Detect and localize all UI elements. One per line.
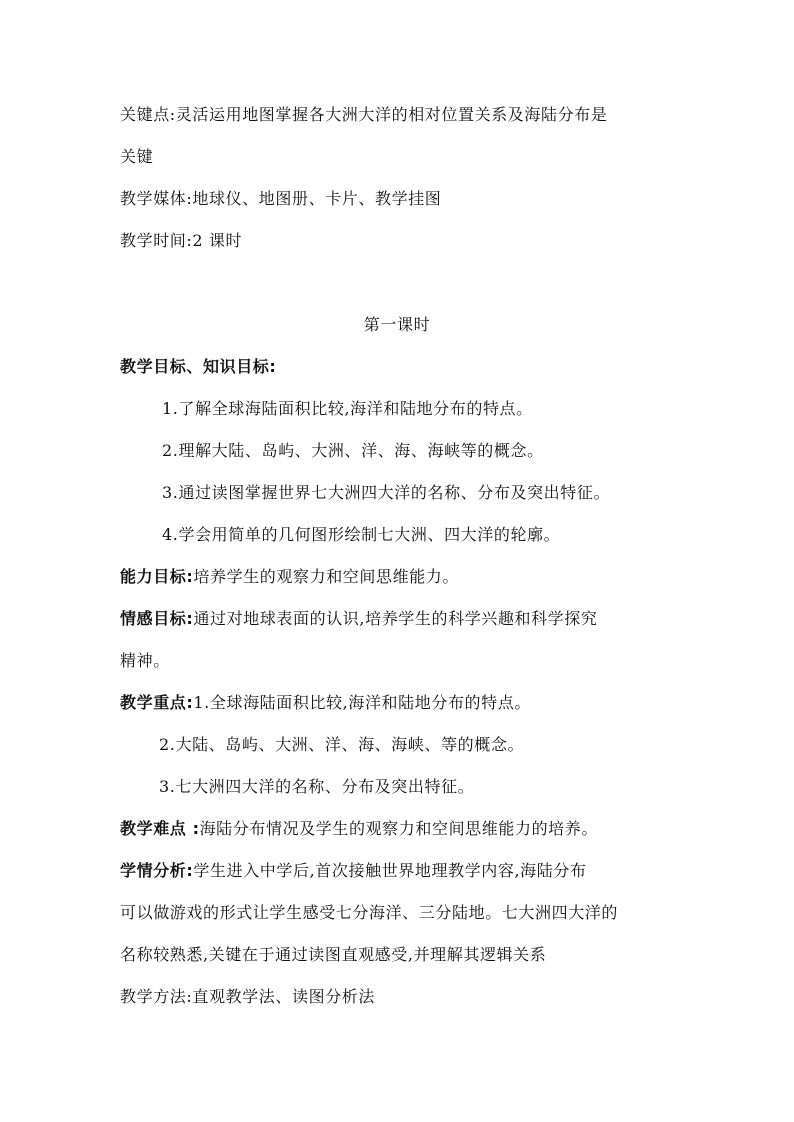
objective-item-4: 4.学会用简单的几何图形绘制七大洲、四大洋的轮廓。	[162, 525, 561, 544]
analysis-label: 学情分析:	[120, 861, 194, 880]
analysis-continuation-2: 名称较熟悉,关键在于通过读图直观感受,并理解其逻辑关系	[120, 945, 547, 964]
ability-line	[120, 567, 690, 587]
focus-label: 教学重点:	[120, 693, 194, 712]
media-text: 地球仪、地图册、卡片、教学挂图	[192, 189, 442, 208]
ability-text: 培养学生的观察力和空间思维能力。	[193, 567, 460, 586]
emotion-text: 通过对地球表面的认识,培养学生的科学兴趣和科学探究	[193, 609, 598, 628]
method-label: 教学方法:	[120, 987, 193, 1006]
emotion-label: 情感目标:	[120, 609, 194, 628]
ability-label: 能力目标:	[120, 567, 194, 586]
key-points-text: 灵活运用地图掌握各大洲大洋的相对位置关系及海陆分布是	[175, 105, 608, 124]
analysis-line	[120, 861, 690, 881]
key-points-line	[120, 105, 690, 125]
emotion-continuation: 精神。	[120, 651, 170, 670]
difficulty-line	[120, 819, 690, 839]
key-points-continuation: 关键	[120, 147, 154, 166]
time-label: 教学时间:	[120, 231, 193, 250]
method-text: 直观教学法、读图分析法	[192, 987, 376, 1006]
time-line	[120, 231, 690, 251]
media-line	[120, 189, 690, 209]
lesson-title: 第一课时	[363, 315, 431, 334]
focus-text: 1.全球海陆面积比较,海洋和陆地分布的特点。	[193, 693, 531, 712]
analysis-text: 学生进入中学后,首次接触世界地理教学内容,海陆分布	[193, 861, 587, 880]
media-label: 教学媒体:	[120, 189, 193, 208]
focus-item-2: 2.大陆、岛屿、大洲、洋、海、海峡、等的概念。	[159, 735, 525, 754]
difficulty-label: 教学难点 :	[120, 819, 200, 838]
emotion-line	[120, 609, 690, 629]
analysis-continuation-1: 可以做游戏的形式让学生感受七分海洋、三分陆地。七大洲四大洋的	[120, 903, 619, 922]
focus-item-3: 3.七大洲四大洋的名称、分布及突出特征。	[159, 777, 475, 796]
focus-line	[120, 693, 690, 713]
difficulty-text: 海陆分布情况及学生的观察力和空间思维能力的培养。	[199, 819, 598, 838]
time-text: 2 课时	[192, 231, 243, 250]
objective-item-3: 3.通过读图掌握世界七大洲四大洋的名称、分布及突出特征。	[162, 483, 611, 502]
method-line	[120, 987, 690, 1007]
key-points-label: 关键点:	[120, 105, 176, 124]
objective-item-2: 2.理解大陆、岛屿、大洲、洋、海、海峡等的概念。	[162, 441, 544, 460]
objectives-heading: 教学目标、知识目标:	[120, 357, 277, 376]
objective-item-1: 1.了解全球海陆面积比较,海洋和陆地分布的特点。	[162, 399, 533, 418]
